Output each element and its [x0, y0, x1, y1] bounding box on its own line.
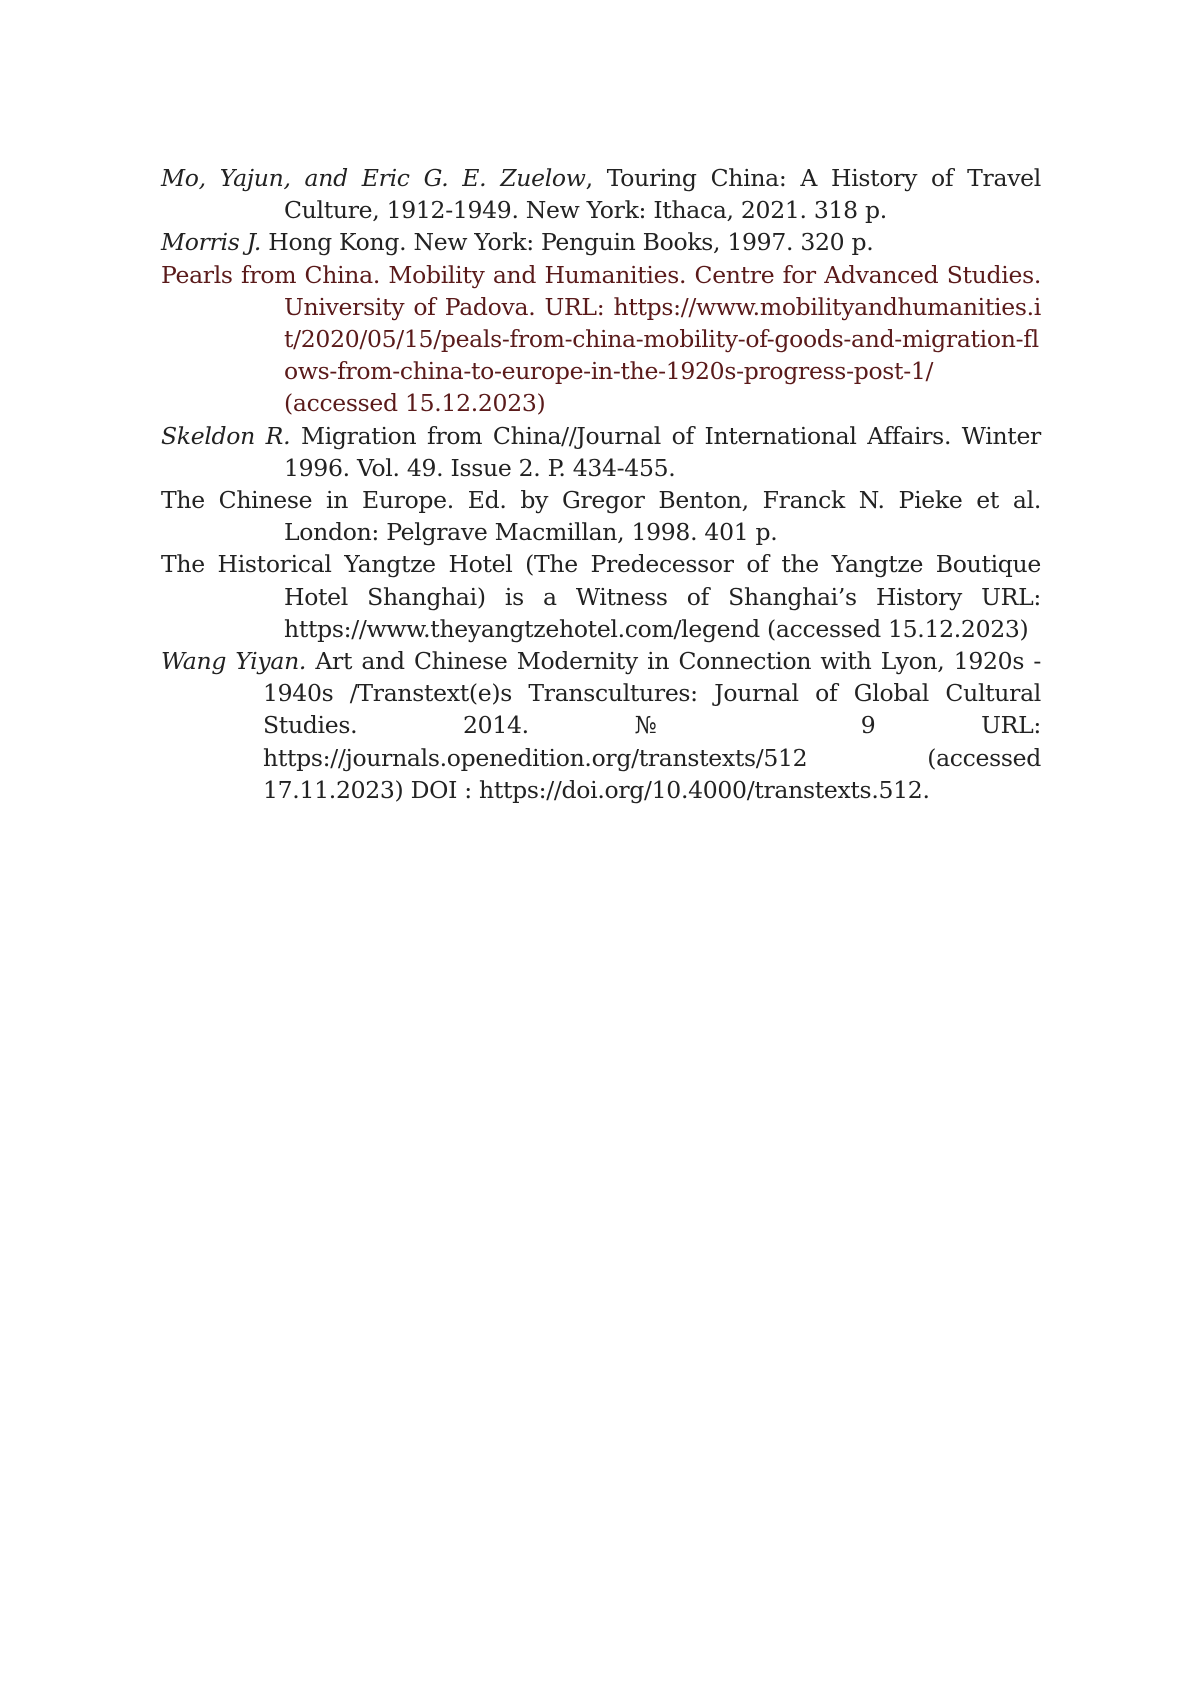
reference-author: Mo, Yajun, and Eric G. E. Zuelow — [161, 164, 586, 192]
reference-text: Hong Kong. New York: Penguin Books, 1997. 320 p. — [261, 228, 874, 257]
reference-entry — [161, 645, 1041, 806]
reference-url: https://www.mobilityandhumanities.it/2020/05/15/peals-from-china-mobility-of-goods-and-migration-flows-from-china-to-europe-in-the-1920s-progress-post-1/ — [284, 292, 1041, 386]
reference-entry — [161, 162, 1041, 226]
reference-accessed: (accessed 15.12.2023) — [284, 389, 546, 418]
reference-entry — [161, 226, 1041, 258]
reference-author: Skeldon R. — [161, 421, 291, 450]
reference-author: Morris J. — [161, 228, 262, 257]
reference-text: Art and Chinese Modernity in Connection with Lyon, 1920s - 1940s /Transtext(e)s Transcultures: Journal of Global Cultural Studies. 2014. № 9 URL: https://journals.openedition.org/transtexts/512 (accessed 17.11.2023) DOI : https://doi.org/10.4000/transtexts.512. — [263, 647, 1042, 804]
reference-entry — [161, 548, 1041, 645]
reference-entry — [161, 484, 1041, 548]
reference-author: Wang Yiyan. — [161, 647, 307, 676]
reference-text: The Chinese in Europe. Ed. by Gregor Benton, Franck N. Pieke et al. London: Pelgrave Macmillan, 1998. 401 p. — [161, 486, 1041, 547]
reference-text: Migration from China//Journal of International Affairs. Winter 1996. Vol. 49. Issue 2. P. 434-455. — [284, 421, 1041, 482]
reference-text: Pearls from China. Mobility and Humanities. Centre for Advanced Studies. University of Padova. URL: — [161, 260, 1041, 321]
reference-entry — [161, 259, 1041, 420]
reference-text: The Historical Yangtze Hotel (The Predecessor of the Yangtze Boutique Hotel Shanghai) is a Witness of Shanghai’s History URL: https://www.theyangtzehotel.com/legend (accessed 15.12.2023) — [161, 550, 1041, 643]
bibliography-list — [161, 162, 1041, 806]
reference-entry — [161, 420, 1041, 484]
reference-text: , Touring China: A History of Travel Culture, 1912-1949. New York: Ithaca, 2021. 318 p. — [284, 164, 1041, 225]
